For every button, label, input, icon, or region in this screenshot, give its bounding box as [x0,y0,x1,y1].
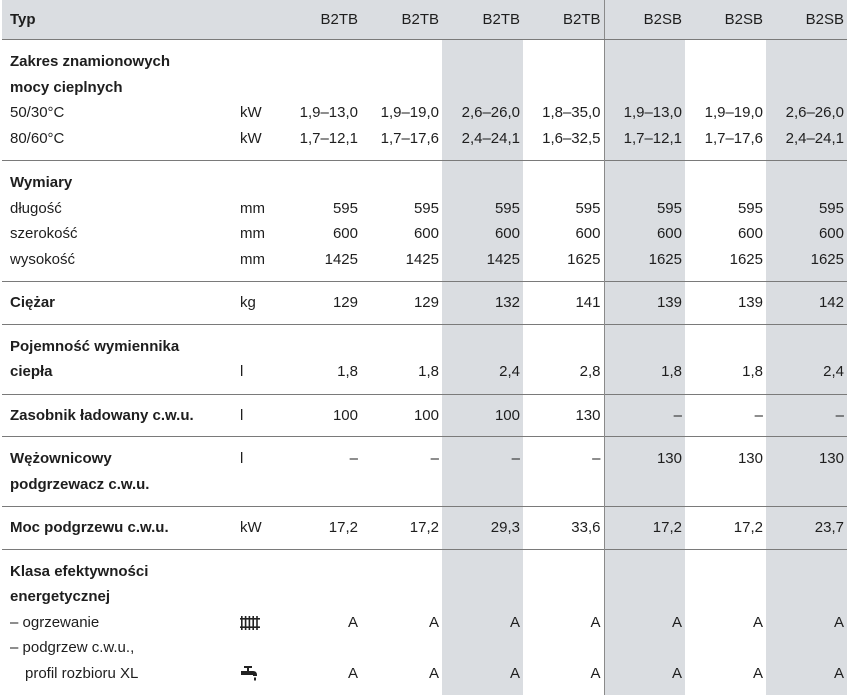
cell-value: 139 [685,282,766,325]
cell-value: A [361,610,442,636]
cell-value: – [604,394,685,437]
cell-value: – [361,437,442,472]
unit: kW [238,100,280,126]
cell-value: 29,3 [442,507,523,550]
cell-value: A [766,661,847,695]
cell-value: 595 [280,196,361,222]
cell-value: 130 [685,437,766,472]
cell-value: 141 [523,282,604,325]
cell-value: – [766,394,847,437]
table-row [2,394,847,437]
unit: kW [238,507,280,550]
cell-value: A [766,610,847,636]
cell-value: 2,4 [766,359,847,394]
table-row [2,472,847,507]
cell-value: 33,6 [523,507,604,550]
cell-value: 595 [685,196,766,222]
cell-value: 595 [442,196,523,222]
cell-value: A [604,661,685,695]
cell-value: 600 [442,221,523,247]
cell-value: 1425 [442,247,523,282]
unit: l [238,394,280,437]
unit: mm [238,247,280,282]
unit: kW [238,126,280,161]
table-row [2,549,847,584]
col-header: B2SB [766,0,847,40]
unit: l [238,359,280,394]
col-header: B2SB [685,0,766,40]
cell-value: 23,7 [766,507,847,550]
row-label: ciepła [2,359,238,394]
cell-value: 1,8 [604,359,685,394]
table-row [2,661,847,695]
section-title: Klasa efektywności [2,549,238,584]
cell-value: A [685,610,766,636]
col-header: B2TB [280,0,361,40]
cell-value: A [442,610,523,636]
table-row [2,100,847,126]
cell-value: 2,6–26,0 [442,100,523,126]
spec-table [2,0,847,695]
cell-value: 600 [523,221,604,247]
cell-value: 142 [766,282,847,325]
table-row [2,40,847,75]
unit: mm [238,196,280,222]
table-row [2,247,847,282]
cell-value: 17,2 [361,507,442,550]
table-row [2,221,847,247]
row-label: – ogrzewanie [2,610,238,636]
cell-value: 2,8 [523,359,604,394]
row-label: szerokość [2,221,238,247]
table-row [2,584,847,610]
cell-value: 1,7–17,6 [361,126,442,161]
cell-value: 600 [280,221,361,247]
row-label: 80/60°C [2,126,238,161]
cell-value: 17,2 [604,507,685,550]
cell-value: 1625 [604,247,685,282]
cell-value: 1,7–17,6 [685,126,766,161]
section-title: Wymiary [2,161,238,196]
cell-value: 1425 [280,247,361,282]
cell-value: 100 [280,394,361,437]
cell-value: 1625 [523,247,604,282]
cell-value: – [523,437,604,472]
cell-value: 595 [766,196,847,222]
cell-value: 1,9–13,0 [280,100,361,126]
table-row [2,635,847,661]
cell-value: 139 [604,282,685,325]
cell-value: 600 [766,221,847,247]
cell-value: 100 [442,394,523,437]
cell-value: 1,9–13,0 [604,100,685,126]
cell-value: 595 [604,196,685,222]
cell-value: A [361,661,442,695]
row-label: Wężownicowy [2,437,238,472]
table-row [2,282,847,325]
table-row [2,610,847,636]
cell-value: 130 [766,437,847,472]
cell-value: – [685,394,766,437]
cell-value: 132 [442,282,523,325]
row-label: Moc podgrzewu c.w.u. [2,507,238,550]
cell-value: A [523,661,604,695]
cell-value: 600 [685,221,766,247]
cell-value: 100 [361,394,442,437]
row-label: Pojemność wymiennika [2,324,238,359]
section-title: mocy cieplnych [2,75,238,101]
table-row [2,126,847,161]
cell-value: – [280,437,361,472]
radiator-icon [238,610,280,636]
row-label: wysokość [2,247,238,282]
table-row [2,437,847,472]
cell-value: A [280,661,361,695]
cell-value: 595 [361,196,442,222]
section-title: energetycznej [2,584,238,610]
cell-value: 1,7–12,1 [604,126,685,161]
col-header: B2TB [361,0,442,40]
cell-value: 129 [361,282,442,325]
row-label: 50/30°C [2,100,238,126]
row-label: Zasobnik ładowany c.w.u. [2,394,238,437]
cell-value: 1,9–19,0 [685,100,766,126]
cell-value: – [442,437,523,472]
cell-value: 130 [523,394,604,437]
cell-value: 1625 [685,247,766,282]
typ-label: Typ [2,0,238,40]
table-row [2,75,847,101]
row-label: profil rozbioru XL [2,661,238,695]
cell-value: A [685,661,766,695]
cell-value: A [604,610,685,636]
unit: l [238,437,280,472]
cell-value: 130 [604,437,685,472]
row-label: – podgrzew c.w.u., [2,635,238,661]
cell-value: 1,8 [280,359,361,394]
col-header: B2SB [604,0,685,40]
table-row [2,196,847,222]
row-label: Ciężar [2,282,238,325]
cell-value: 600 [361,221,442,247]
col-header: B2TB [442,0,523,40]
row-label: podgrzewacz c.w.u. [2,472,238,507]
cell-value: A [280,610,361,636]
section-title: Zakres znamionowych [2,40,238,75]
cell-value: 2,4–24,1 [442,126,523,161]
unit: mm [238,221,280,247]
cell-value: A [442,661,523,695]
cell-value: 1,8–35,0 [523,100,604,126]
tap-icon [238,661,280,695]
table-row [2,507,847,550]
table-row [2,359,847,394]
cell-value: 1,8 [685,359,766,394]
cell-value: 2,4–24,1 [766,126,847,161]
table-row [2,324,847,359]
col-header: B2TB [523,0,604,40]
header-row [2,0,847,40]
table-row [2,161,847,196]
cell-value: 595 [523,196,604,222]
cell-value: 2,4 [442,359,523,394]
cell-value: 1625 [766,247,847,282]
cell-value: 129 [280,282,361,325]
unit: kg [238,282,280,325]
cell-value: 17,2 [685,507,766,550]
cell-value: 17,2 [280,507,361,550]
cell-value: A [523,610,604,636]
cell-value: 600 [604,221,685,247]
cell-value: 1,7–12,1 [280,126,361,161]
cell-value: 1,8 [361,359,442,394]
cell-value: 1,6–32,5 [523,126,604,161]
row-label: długość [2,196,238,222]
cell-value: 1,9–19,0 [361,100,442,126]
cell-value: 2,6–26,0 [766,100,847,126]
cell-value: 1425 [361,247,442,282]
